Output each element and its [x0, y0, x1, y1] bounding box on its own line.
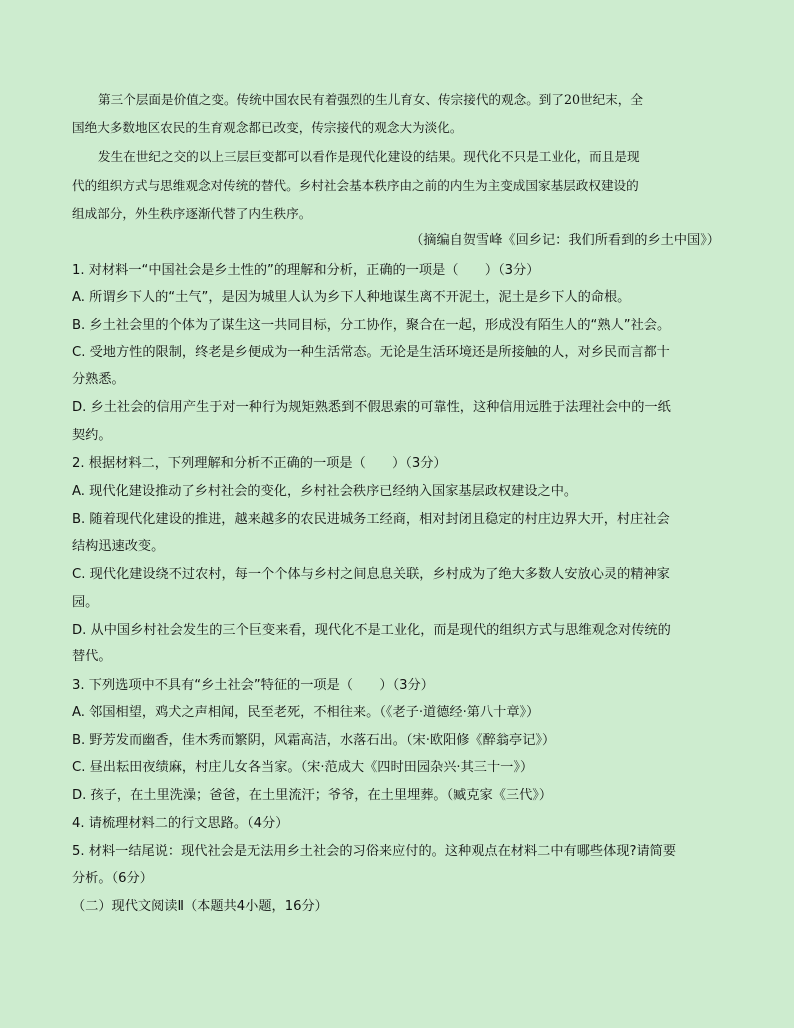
question-1-title: 1. 对材料一“中国社会是乡土性的”的理解和分析，正确的一项是（ ）（3分）	[72, 263, 540, 278]
passage-paragraph-2-line-3: 组成部分，外生秩序逐渐代替了内生秩序。	[72, 206, 312, 221]
question-1-option-c-line-1: C. 受地方性的限制，终老是乡便成为一种生活常态。无论是生活环境还是所接触的人，对乡民而言都十	[72, 345, 670, 360]
question-4-title: 4. 请梳理材料二的行文思路。（4分）	[72, 816, 289, 831]
question-2-option-d-line-1: D. 从中国乡村社会发生的三个巨变来看，现代化不是工业化，而是现代的组织方式与思维观念对传统的	[72, 623, 671, 638]
question-2-option-d-line-2: 替代。	[72, 649, 112, 664]
question-2-option-b-line-1: B. 随着现代化建设的推进，越来越多的农民进城务工经商，相对封闭且稳定的村庄边界大开，村庄社会	[72, 512, 670, 527]
question-1-option-b: B. 乡土社会里的个体为了谋生这一共同目标，分工协作，聚合在一起，形成没有陌生人的“熟人”社会。	[72, 318, 671, 333]
question-2-option-c-line-1: C. 现代化建设绕不过农村，每一个个体与乡村之间息息关联，乡村成为了绝大多数人安放心灵的精神家	[72, 567, 670, 582]
question-3-option-a: A. 邻国相望，鸡犬之声相闻，民至老死，不相往来。（《老子·道德经·第八十章》）	[72, 705, 540, 720]
question-2-option-a: A. 现代化建设推动了乡村社会的变化，乡村社会秩序已经纳入国家基层政权建设之中。	[72, 484, 578, 499]
question-3-title: 3. 下列选项中不具有“乡土社会”特征的一项是（ ）（3分）	[72, 678, 434, 693]
section-title: （二）现代文阅读Ⅱ（本题共4小题，16分）	[72, 899, 328, 914]
question-1-option-d-line-2: 契约。	[72, 428, 112, 443]
question-5-line-1: 5. 材料一结尾说：现代社会是无法用乡土社会的习俗来应付的。这种观点在材料二中有哪些体现?请简要	[72, 844, 677, 859]
passage-source: （摘编自贺雪峰《回乡记：我们所看到的乡土中国》）	[410, 233, 720, 248]
passage-paragraph-1-line-2: 国绝大多数地区农民的生育观念都已改变，传宗接代的观念大为淡化。	[72, 120, 463, 135]
question-3-option-c: C. 昼出耘田夜绩麻，村庄儿女各当家。（宋·范成大《四时田园杂兴·其三十一》）	[72, 760, 534, 775]
question-2-option-b-line-2: 结构迅速改变。	[72, 539, 165, 554]
passage-paragraph-1-line-1: 第三个层面是价值之变。传统中国农民有着强烈的生儿育女、传宗接代的观念。到了20世纪末，全	[98, 92, 643, 107]
question-5-line-2: 分析。（6分）	[72, 871, 153, 886]
question-2-title: 2. 根据材料二，下列理解和分析不正确的一项是（ ）（3分）	[72, 456, 447, 471]
passage-paragraph-2-line-2: 代的组织方式与思维观念对传统的替代。乡村社会基本秩序由之前的内生为主变成国家基层政权建设的	[72, 178, 639, 193]
question-3-option-d: D. 孩子，在土里洗澡；爸爸，在土里流汗；爷爷，在土里埋葬。（臧克家《三代》）	[72, 788, 553, 803]
question-2-option-c-line-2: 园。	[72, 595, 99, 610]
question-1-option-c-line-2: 分熟悉。	[72, 372, 125, 387]
passage-paragraph-2-line-1: 发生在世纪之交的以上三层巨变都可以看作是现代化建设的结果。现代化不只是工业化，而且是现	[98, 149, 640, 164]
question-1-option-d-line-1: D. 乡土社会的信用产生于对一种行为规矩熟悉到不假思索的可靠性，这种信用远胜于法理社会中的一纸	[72, 400, 671, 415]
question-3-option-b: B. 野芳发而幽香，佳木秀而繁阴，风霜高洁，水落石出。（宋·欧阳修《醉翁亭记》）	[72, 733, 556, 748]
question-1-option-a: A. 所谓乡下人的“土气”，是因为城里人认为乡下人种地谋生离不开泥土，泥土是乡下人的命根。	[72, 290, 631, 305]
